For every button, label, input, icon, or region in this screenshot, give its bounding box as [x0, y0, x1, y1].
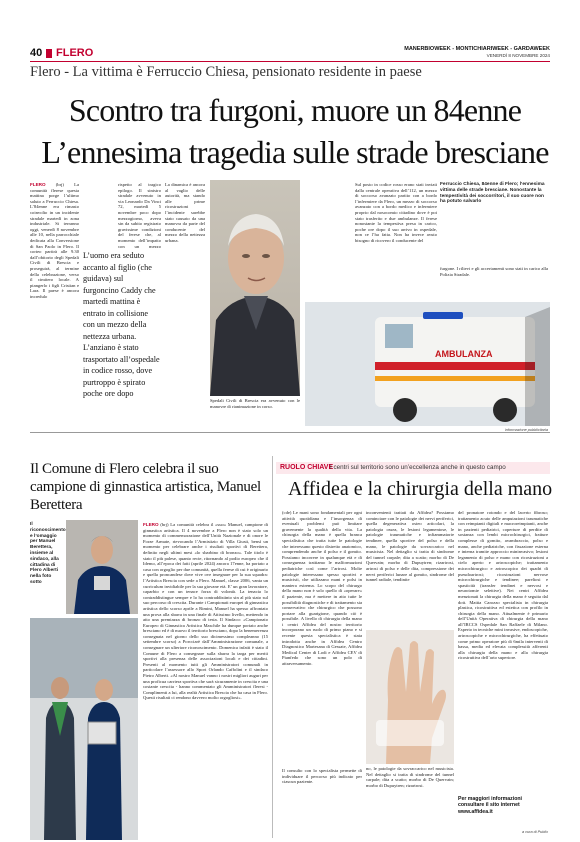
article3-headline: Affidea e la chirurgia della mano — [288, 478, 553, 500]
article3-column1b: Il consulto con lo specialista permette di individuare il percorso più indicato per ciascun paziente. — [282, 768, 362, 785]
article3-col2-text: inconvenienti trattati da Affidea? Possiamo cominciare con le patologie dei nervi periferici, quella degenerativa osteo articolari, la patologia ossea, le lesioni legamentose, le patologie traumatiche e infiammatorie tendinee, quella sportive del polso e della mano, le patologie da sovraccarico nel musicista. Nel dettaglio si tratta di sindrome del tunnel carpale; dita a scatto; morbo di De Quervain; morbo di Dupuytren; rizartrosi, artrosi di polso e delle dita, compressione dei nervi periferici lunare al gomito, sindrome del tunnel radiale, tendinite — [366, 510, 454, 583]
article-divider — [272, 456, 273, 838]
article2-body: (brj) La comunità celebra il «suo» Manuel, campione di ginnastica artistica. Il 4 novembre a Flero non è stato solo un momento di commemorazione dell’Unità Nazionale e di onore le Forze Armate, rievocando l’Armistizio di Villa Giusti, bensì un momento per celebrare anche i risultati sportivi di Berettera, definito negli ultimi mesi «lo sbarbino di bronzo». Tale titolo è stato il più palese, quanto recte, ritornando al podio europeo che il Idemo, all’epoca dei fatti (aprile 2024) ancora 17enne, ha portato a casa con orgoglio per due comunità, quella ferese di cui è originario e quella proncandese dove vive ove insegnare per la sua squadra: l’Artistica Brescia con sede a Flero. Manuel, classe 2006, vanta un curriculum invidiabile per la sua giovane età. E’ un gran lavoratore, caparbio e con un tenace forza di volontà. La tenacia lo contraddistingue sempre e lo ha contraddistinto sin al più stato sul suo percorso di crescita. Durante i Campionati europei di ginnastica artistica dello scorso aprile a Rimini, Manuel ha spesso affrontato una prova alla sbarra in una finale di Attissimo livello, mettendo in atto una premiazza di bronzo di testa. Il Sindaco: «Campionato Europeo di Ginnastica Artistica Maschile ha dunque portato anche bresciano ed è di nuovo il territorio bresciano, dopo la benemerenza consegnata nel giorno dello suo dicimessimo compleanno (15 settembre scorso) a Porcciarè dall’Amministrazione comunale, a consegnare un ulteriore riconoscimento. Domenica infatti è stato il Comune di Flero a consegnare sulla sbarra la targa per meriti sportivi alla presenza delle associazioni locali e dei cittadini. Presenti al momento tutti gli Amministratori comunali in particolare l’assessore allo Sport Orlando Caffolini e il sindaco Pietro Alberti. «Al nostro Manuel vanno i nostri migliori auguri per una proficua carriera sportiva che sarà sicuramente in crescita e una costante crescita - hanno commentato gli Amministratori fleresi - Complimenti a lui, alla realtà Artistica Brescia che ha casa in Flero. Questi risultati ci rendono davvero molto orgogliosi». — [143, 522, 268, 701]
issue-date: VENERDÌ 8 NOVEMBRE 2024 — [486, 53, 550, 58]
article1-side-caption: Ferruccio Chiesa, 84enne di Flero; l’ennesima vittima delle strade bresciane. Nonostante la tempestività dei soccorritori, il suo cuore non ha potuto salvarlo — [440, 182, 545, 205]
article2-photo-caption: Il riconoscimento e l’omaggio per Manuel Berettera, insieme al sindaco, alla cittadina di Flero Alberti nella foto sotto — [30, 522, 66, 585]
article3-col1-text: (cde) Le mani sono fondamentali per ogni attività quotidiana e l’insorgenza di eventuali problemi può limitare gravemente la qualità della vita. La chirurgia della mano è quella branca specialistica che tratta tutte le patologie che interessano questo distretto anatomico, comprendendo anche il polso e il gomito. Possiamo incorrere in qualunque età e di conseguenza trattiamo le malformazioni pediatriche così come l’artrosi. Molte patologie interessano spesso sportivi e musicisti, che utilizzano mani e polsi in maniera estrema. Lo scopo del chirurgo della mano non è solo quello di «operare» il paziente, ma è mettere in atto tutte le possibilità diagnostiche e di trattamento sia conservativo che chirurgico che possono portare alla guarigione, quando ciò è possibile. A livello di chirurgia della mano i centri Affidea del nostro territorio incorporano un ruolo di primo piano e si recente questa specialistica è stata introdotta anche in Affidea Centro Diagnostico Martesana di Gessate, Affidea Medical Center di Lodi e Affidea CEV di Pianfedo che sono un polo di attraversamento. — [282, 510, 362, 667]
article1-column3: La dinamica è ancora al vaglio delle autorità, ma stando alle prime ricostruzioni l’incidente sarebbe stato causato da una manovra da parte del conducente del mezzo della nettezza urbana. — [165, 182, 205, 243]
article1-col5-text — [440, 266, 548, 296]
article2-headline: Il Comune di Flero celebra il suo campione di ginnastica artistica, Manuel Berettera — [30, 461, 261, 513]
section-name: FLERO — [56, 47, 94, 59]
article1-column1 — [30, 182, 79, 432]
article1-bottom-rule — [30, 432, 550, 433]
portrait-caption-text: Spedali Civili di Brescia era avvenuto con le manovre di rianimazione in corso. — [210, 398, 300, 409]
hand-photo — [366, 630, 454, 764]
article1-dateline: FLERO — [30, 182, 46, 187]
article3-column2b: no, le patologie da sovraccarico nel musicista. Nel dettaglio si tratta di sindrome del tunnel carpale; dita a scatto; morbo di De Quervain; morbo di Dupuytren; rizartrosi. — [366, 766, 454, 788]
portrait-caption — [210, 398, 300, 428]
article2-column1 — [143, 522, 268, 840]
article3-kicker: RUOLO CHIAVE — [280, 464, 334, 471]
article1-subheadline: L’ennesima tragedia sulle strade bresciane — [41, 134, 549, 170]
article3-cta: Per maggiori informazioni consultare il sito internet www.affidea.it — [458, 796, 522, 815]
article3-col3-text: del pronatore rotondo e del lacerto fibroso; trattamento acuto delle amputazioni traumatiche con reimpianti digitali e macroreimpianti, anche in pazienti pediatrici, coperture di perdite di sostanza con lembi microchirurgici, fratture complesse di gomito, avambraccio, polso e mano, anche pediatriche, con fissazione esterna e interna tramite approccio mininvasivo; lesioni legamento di polso e mano con ricostruzioni a cielo aperto e artroscopiche; trattamento microchirurgico e artroscopico dei quadri di pseudoartrosi; ricostruzioni nervose microchirurgiche e tendinee; pareliosi e spasticità (transfer tendinei e nervosi e neurotomie selettive). Nei centri Affidea menzionati la chirurgia della mano è seguita dal dott. Mattia Carozzo specialista in chirurgia plastica, ricostruttiva ed estetica con profilo in chirurgia della mano. Attualmente è primario dell’Unità Operativa di chirurgia della mano all’IRCCS Ospedale San Raffaele di Milano. Esperto in tecniche mini invasive, endoscopiche, artroscopiche e microchirurgiche, ha effettuato come primo operatore più di 6mila interventi di bassa, media ed elevata complessità afferenti alla chirurgia della mano e alla chirurgia ricostruttiva dell’arto superiore. — [458, 510, 548, 661]
article3-credit: a cura di Publix — [522, 830, 548, 834]
article2-dateline: FLERO — [143, 522, 159, 527]
athlete-photo — [66, 520, 138, 614]
award-ceremony-photo — [30, 618, 138, 840]
article1-col4-text: Sul posto in codice rosso erano stati inviati dalla centrale operativa dell’112, un mezzo di soccorso avanzato partito con a bordo l’infermiere da Flero, un mezzo di soccorso avanzato con a bordo medico e infermiere proprio dal nosocomio cittadino dove è poi stato trasferito e due ambulanze. Il ferese nonostante la tempestiva presa in carico, poche ore dopo il suo arrivo in ospedale, non ce l’ha fatta. Non ha invece avuto bisogno di ricovero il conducente del — [355, 182, 437, 243]
article3-column3 — [458, 510, 548, 794]
article1-credit: informazione pubblicitaria — [504, 428, 548, 432]
victim-portrait-photo — [210, 180, 300, 396]
article3-column1 — [282, 510, 362, 766]
article1-col5-text-p: furgone. I rilievi e gli accertamenti sono stati in carico alla Polizia Stradale. — [440, 266, 548, 277]
article1-column2 — [118, 182, 161, 250]
pull-quote: L’uomo era seduto accanto al figlio (che guidava) sul furgoncino Caddy che martedì mattina è entrato in collisione con un mezzo della nettezza urbana. L’anziano è stato trasportato all’ospedale in codice rosso, dove purtroppo è spirato poche ore dopo — [83, 251, 160, 398]
article3-column2 — [366, 510, 454, 628]
article1-col2-text: rispetto al tragico epilogo. Il sinistro stradale avvenuto in via Leonardo Da Vinci 72, martedì 5 novembre poco dopo mezzogiorno, aveva sin da subito registrato gravissime condizioni del ferese che, al momento dell’impatto con un mezzo — [118, 182, 161, 249]
page-number: 40 — [30, 47, 43, 59]
ambulance-photo — [305, 302, 550, 426]
article1-headline: Scontro tra furgoni, muore un 84enne — [68, 92, 522, 128]
ambulance-lettering: AMBULANZA — [435, 349, 493, 359]
article1-col1-text: (brj) La comunità flerese questa mattina porge l’ultimo saluto a Ferruccio Chiesa. L’84enne era rimasto coinvolto in un incidente stradale martedì in zona industriale. Si terranno oggi, venerdì 8 novembre alle 10, nella parrocchiale dedicata alla Conversione di San Paolo in Flero. Il corteo partirà alle 9.30 dall’obitorio degli Spedali Civili di Brescia e proseguirà, al termine della celebrazione, verso il cimitero locale. A piangerlo i figli Cristian e Lara. Il paese è ancora incredulo — [30, 182, 79, 299]
article3-kicker-text: I centri sul territorio sono un’eccellenza anche in questo campo — [330, 464, 506, 471]
edition-label: MANERBIOWEEK - MONTICHIARIWEEK - GARDAWEEK — [404, 46, 550, 52]
header-rule — [30, 61, 550, 62]
article1-column5 — [355, 182, 437, 322]
article1-kicker: Flero - La vittima è Ferruccio Chiesa, pensionato residente in paese — [30, 64, 422, 80]
section-marker — [46, 49, 52, 58]
